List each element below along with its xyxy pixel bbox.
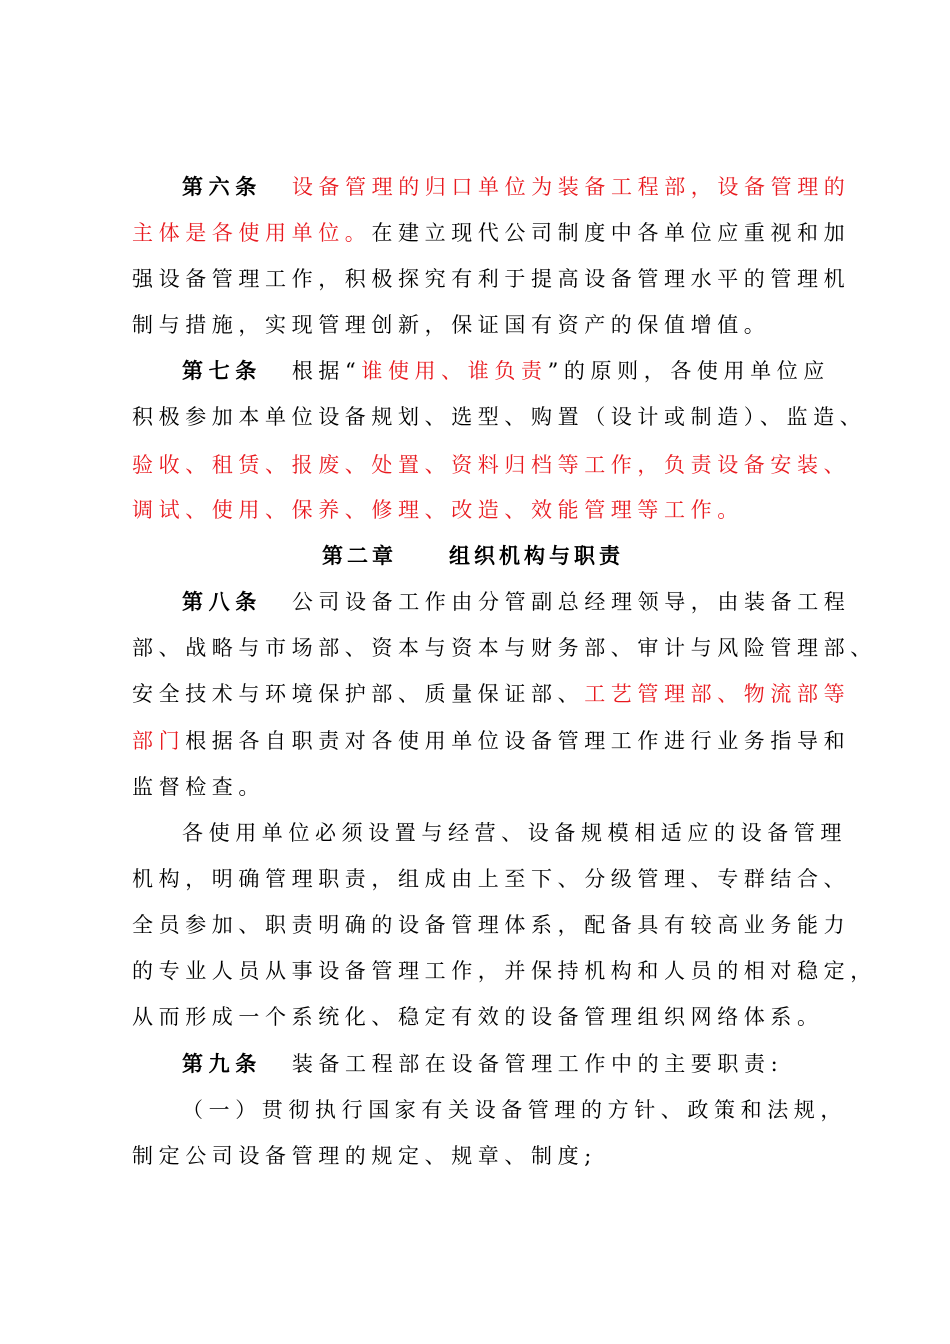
article-9-title: 第九条 <box>182 1051 262 1076</box>
chapter-2-heading <box>322 541 624 571</box>
article-6-text-2: 在建立现代公司制度中各单位应重视和加 <box>371 221 851 245</box>
article-7-line-3: 验收、租赁、报废、处置、资料归档等工作，负责设备安装、 <box>132 453 851 477</box>
article-6-line-4: 制与措施，实现管理创新，保证国有资产的保值增值。 <box>132 313 771 337</box>
article-8-emphasis-4: 部门 <box>132 729 186 753</box>
article-8-line-3 <box>132 679 850 709</box>
org-para-line-2: 机构，明确管理职责，组成由上至下、分级管理、专群结合、 <box>132 867 851 891</box>
article-8-line-5: 监督检查。 <box>132 775 265 799</box>
article-9-line-1 <box>182 1049 783 1079</box>
article-8-line-2: 部、战略与市场部、资本与资本与财务部、审计与风险管理部、 <box>132 636 877 660</box>
article-6-emphasis-1: 设备管理的归口单位为装备工程部，设备管理的 <box>291 175 851 199</box>
article-6-line-1 <box>182 172 850 202</box>
item-1-line-1: （一）贯彻执行国家有关设备管理的方针、政策和法规， <box>182 1098 847 1122</box>
article-7-line-1 <box>182 356 830 386</box>
article-7-text-1b: ”的原则，各使用单位应 <box>547 359 830 383</box>
article-6-emphasis-2: 主体是各使用单位。 <box>132 221 372 245</box>
article-6-line-2 <box>132 218 850 248</box>
org-para-line-3: 全员参加、职责明确的设备管理体系，配备具有较高业务能力 <box>132 913 851 937</box>
chapter-2-number: 第二章 <box>322 543 397 568</box>
article-6-title: 第六条 <box>182 174 262 199</box>
article-7-line-2: 积极参加本单位设备规划、选型、购置（设计或制造）、监造、 <box>132 405 867 429</box>
article-7-emphasis-1: 谁使用、谁负责 <box>361 359 548 383</box>
org-para-line-5: 从而形成一个系统化、稳定有效的设备管理组织网络体系。 <box>132 1005 824 1029</box>
article-8-line-1 <box>182 587 850 617</box>
article-8-text-1: 公司设备工作由分管副总经理领导，由装备工程 <box>291 590 851 614</box>
article-9-text-1: 装备工程部在设备管理工作中的主要职责: <box>291 1052 784 1076</box>
article-6-line-3: 强设备管理工作，积极探究有利于提高设备管理水平的管理机 <box>132 267 851 291</box>
chapter-2-title: 组织机构与职责 <box>449 543 624 568</box>
article-8-line-4 <box>132 726 850 756</box>
article-7-text-1a: 根据“ <box>291 359 362 383</box>
org-para-line-4: 的专业人员从事设备管理工作，并保持机构和人员的相对稳定， <box>132 959 877 983</box>
article-7-title: 第七条 <box>182 358 262 383</box>
article-8-emphasis-3: 工艺管理部、物流部等 <box>584 682 851 706</box>
item-1-line-2: 制定公司设备管理的规定、规章、制度; <box>132 1144 597 1168</box>
org-para-line-1: 各使用单位必须设置与经营、设备规模相适应的设备管理 <box>182 821 847 845</box>
article-8-title: 第八条 <box>182 589 262 614</box>
article-8-text-3: 安全技术与环境保护部、质量保证部、 <box>132 682 585 706</box>
article-8-text-4: 根据各自职责对各使用单位设备管理工作进行业务指导和 <box>185 729 851 753</box>
article-7-line-4: 调试、使用、保养、修理、改造、效能管理等工作。 <box>132 498 744 522</box>
